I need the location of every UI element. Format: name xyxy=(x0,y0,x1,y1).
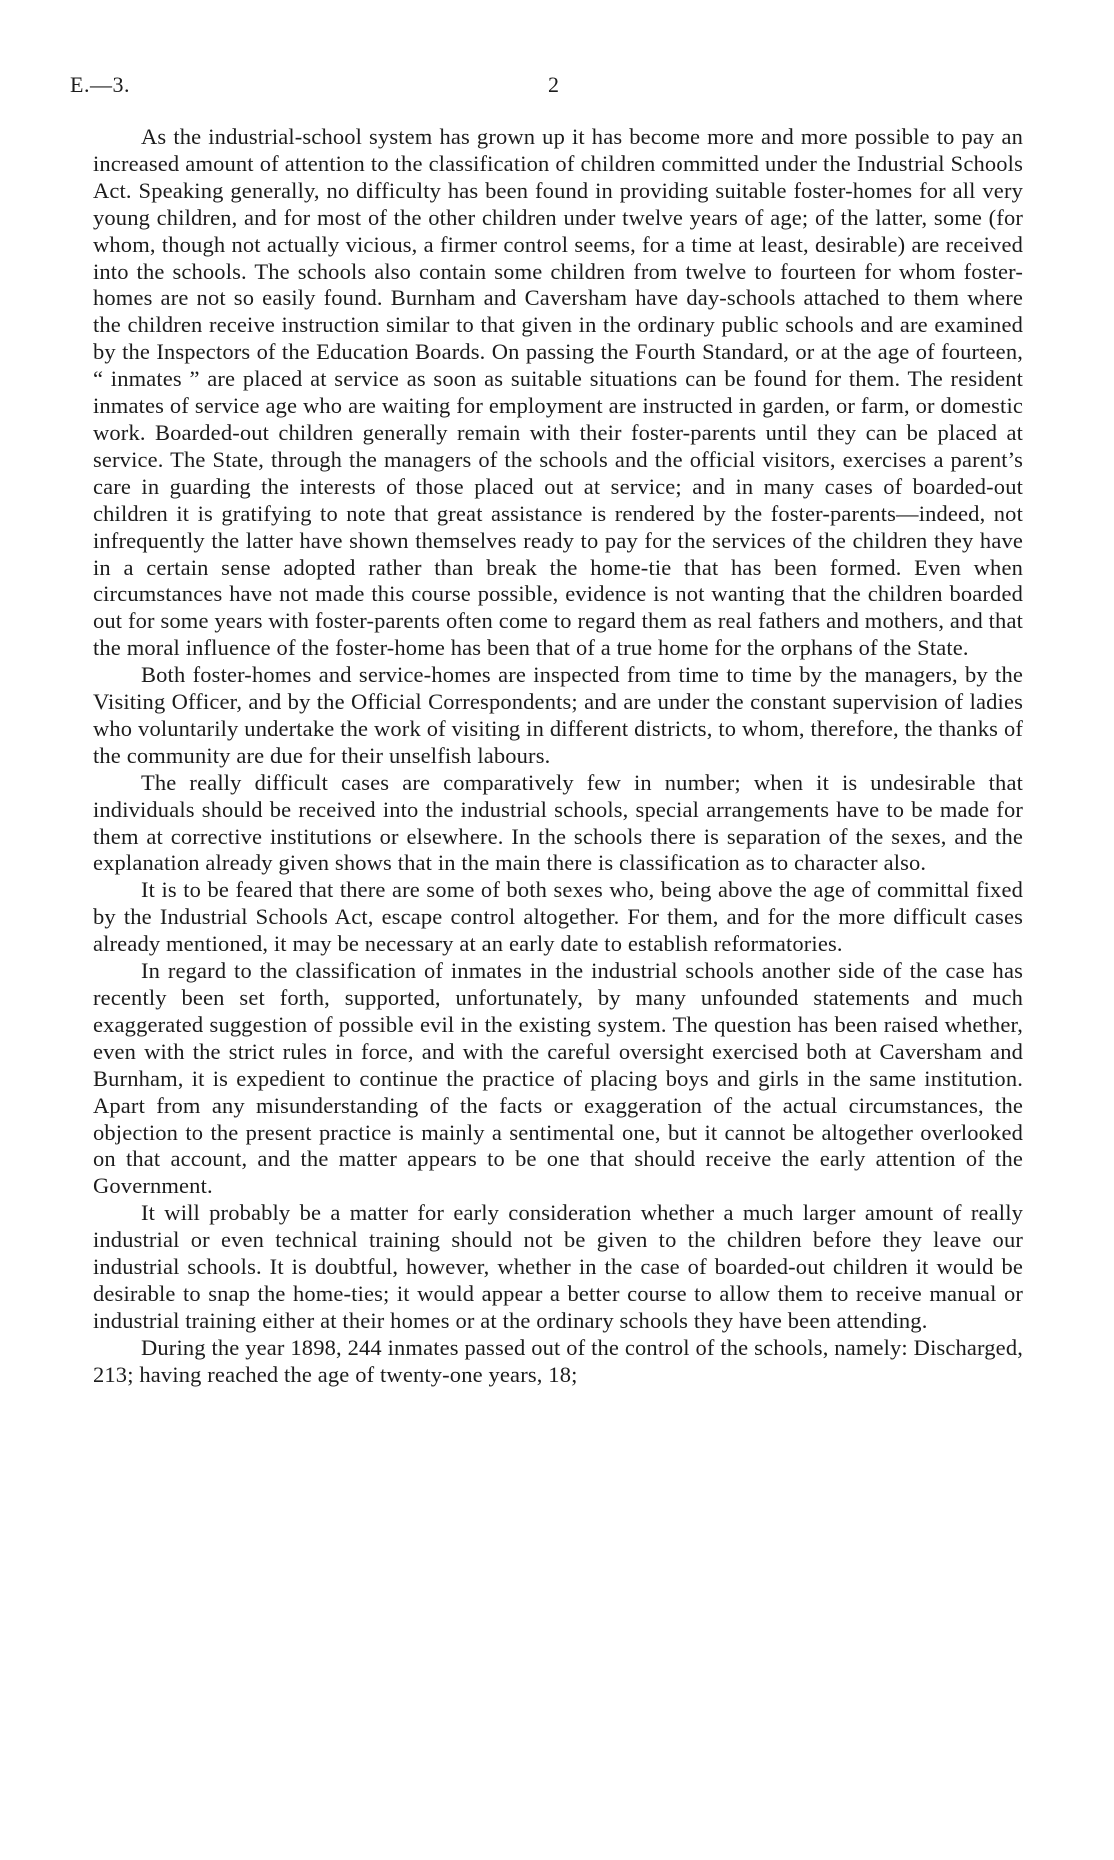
paragraph-difficult-cases: The really difficult cases are comparatively few in number; when it is undesirable that individuals should be received into the industrial schools, special arrangements have to be made for them at corrective institutions or elsewhere. In the schools there is separation of the sexes, and the explanation already given shows that in the main there is classification as to character also. xyxy=(93,769,1023,876)
paragraph-inspection: Both foster-homes and service-homes are inspected from time to time by the managers, by the Visiting Officer, and by the Official Correspondents; and are under the constant supervision of ladies who voluntarily undertake the work of visiting in different districts, to whom, therefore, the thanks of the community are due for their unselfish labours. xyxy=(93,662,1023,768)
paragraph-year-1898: During the year 1898, 244 inmates passed out of the control of the schools, namely: Discharged, 213; having reached the age of twenty-one years, 18; xyxy=(93,1334,1023,1387)
page-number: 2 xyxy=(548,72,559,97)
body-text xyxy=(93,124,1023,1389)
page-header xyxy=(0,72,1114,102)
paragraph-separation-of-sexes: In regard to the classification of inmates in the industrial schools another side of the case has recently been set forth, supported, unfortunately, by many unfounded statements and much exaggerated suggestion of possible evil in the existing system. The question has been raised whether, even with the strict rules in force, and with the careful oversight exercised both at Caversham and Burnham, it is expedient to continue the practice of placing boys and girls in the same institution. Apart from any misunderstanding of the facts or exaggeration of the actual circumstances, the objection to the present practice is mainly a sentimental one, but it cannot be altogether overlooked on that account, and the matter appears to be one that should receive the early attention of the Government. xyxy=(93,958,1023,1199)
paragraph-reformatories: It is to be feared that there are some of both sexes who, being above the age of committal fixed by the Industrial Schools Act, escape control altogether. For them, and for the more difficult cases already mentioned, it may be necessary at an early date to establish reformatories. xyxy=(93,877,1023,957)
document-reference: E.—3. xyxy=(70,72,130,97)
paragraph-classification: As the industrial-school system has grown up it has become more and more possible to pay an increased amount of attention to the classification of children committed under the Industrial Schools Act. Speaking generally, no difficulty has been found in providing suitable foster-homes for all very young children, and for most of the other children under twelve years of age; of the latter, some (for whom, though not actually vicious, a firmer control seems, for a time at least, desirable) are received into the schools. The schools also contain some children from twelve to fourteen for whom foster-homes are not so easily found. Burnham and Caversham have day-schools attached to them where the children receive instruction similar to that given in the ordinary public schools and are examined by the Inspectors of the Education Boards. On passing the Fourth Standard, or at the age of fourteen, “ inmates ” are placed at service as soon as suitable situations can be found for them. The resident inmates of service age who are waiting for employment are instructed in garden, or farm, or domestic work. Boarded-out children generally remain with their foster-parents until they can be placed at service. The State, through the managers of the schools and the official visitors, exercises a parent’s care in guarding the interests of those placed out at service; and in many cases of boarded-out children it is gratifying to note that great assistance is rendered by the foster-parents—indeed, not infrequently the latter have shown themselves ready to pay for the services of the children they have in a certain sense adopted rather than break the home-tie that has been formed. Even when circumstances have not made this course possible, evidence is not wanting that the children boarded out for some years with foster-parents often come to regard them as real fathers and mothers, and that the moral influence of the foster-home has been that of a true home for the orphans of the State. xyxy=(93,124,1023,661)
paragraph-industrial-training: It will probably be a matter for early consideration whether a much larger amount of really industrial or even technical training should not be given to the children before they leave our industrial schools. It is doubtful, however, whether in the case of boarded-out children it would be desirable to snap the home-ties; it would appear a better course to allow them to receive manual or industrial training either at their homes or at the ordinary schools they have been attending. xyxy=(93,1200,1023,1333)
